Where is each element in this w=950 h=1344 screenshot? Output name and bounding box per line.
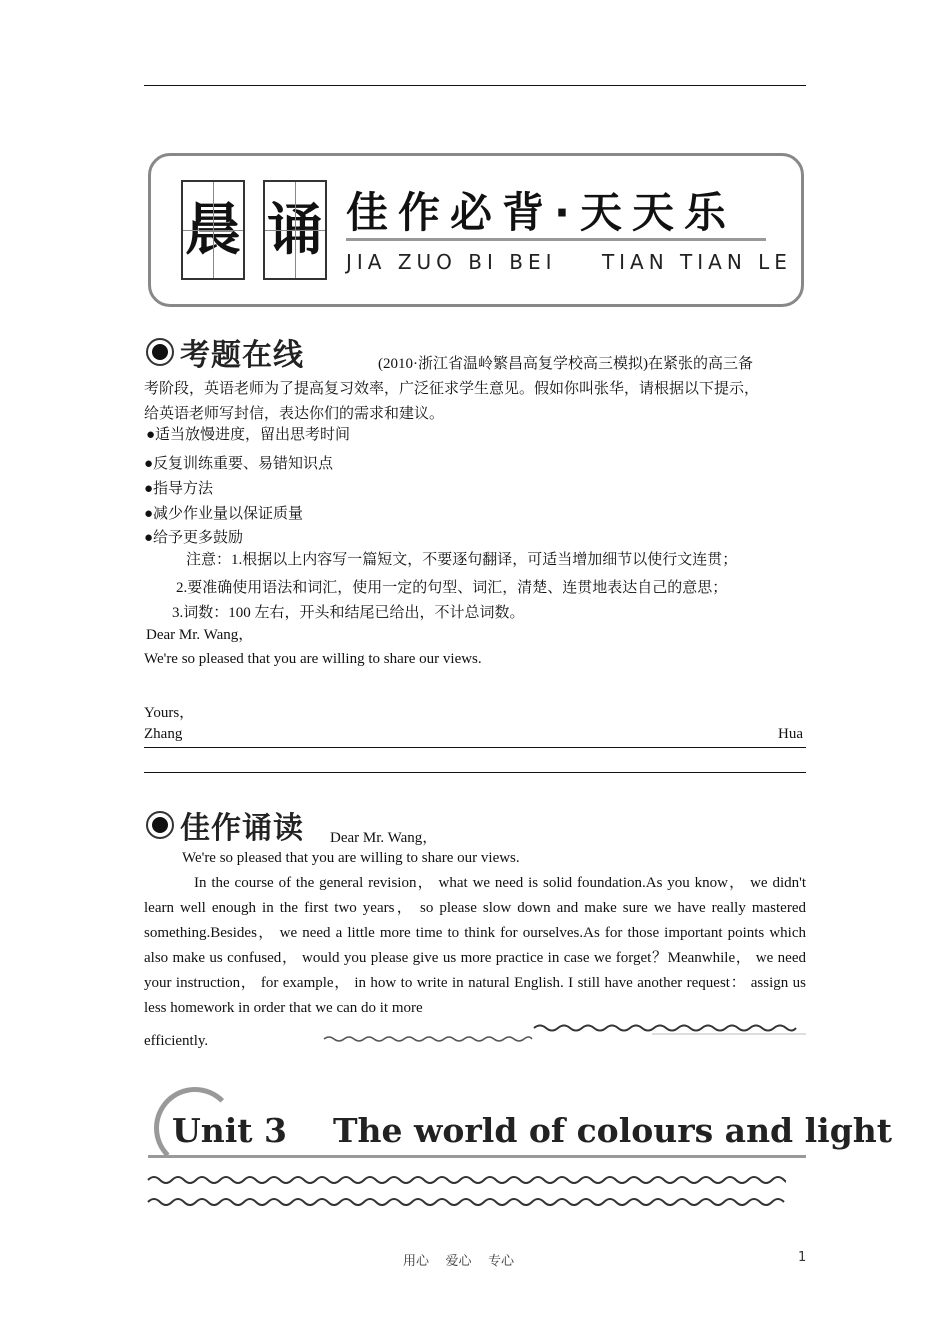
point-item: ●适当放慢进度，留出思考时间 — [146, 427, 351, 443]
section-heading-exam — [146, 330, 304, 374]
banner-title: 佳作必背·天天乐 — [346, 188, 736, 237]
unit-rule — [148, 1155, 806, 1158]
banner-subtitle: JIA ZUO BI BEI TIAN TIAN LE — [346, 250, 792, 274]
morning-reading-banner — [148, 153, 804, 307]
letter-closing: Yours， — [144, 705, 195, 721]
model-essay-last-line: efficiently. — [144, 1033, 209, 1049]
wavy-lines-decoration — [146, 1168, 786, 1210]
section-divider — [144, 772, 806, 773]
note-line: 3.词数：100 左右，开头和结尾已给出，不计总词数。 — [172, 605, 525, 621]
signature-first: Zhang — [144, 726, 183, 742]
unit-title: Unit 3 The world of colours and light — [172, 1111, 893, 1150]
banner-rule — [346, 238, 766, 241]
section-title: 考题在线 — [180, 338, 304, 373]
wavy-underline-decoration — [322, 1022, 808, 1046]
point-item: ●指导方法 — [144, 481, 214, 497]
banner-char-chen: 晨 — [181, 180, 245, 280]
bullet-circle-icon — [146, 338, 174, 366]
letter-salutation: Dear Mr. Wang， — [146, 627, 254, 643]
model-salutation: Dear Mr. Wang， — [330, 830, 438, 846]
signature-last: Hua — [778, 726, 803, 742]
unit-banner — [148, 1085, 893, 1165]
model-opening: We're so pleased that you are willing to share our views. — [182, 850, 520, 866]
bullet-circle-icon — [146, 811, 174, 839]
page-number: 1 — [798, 1250, 807, 1265]
section-heading-reading — [146, 803, 304, 847]
banner-char-song: 诵 — [263, 180, 327, 280]
note-line: 2.要准确使用语法和词汇，使用一定的句型、词汇，清楚、连贯地表达自己的意思； — [176, 580, 728, 596]
letter-opening: We're so pleased that you are willing to share our views. — [144, 651, 482, 667]
prompt-line-2: 考阶段，英语老师为了提高复习效率，广泛征求学生意见。假如你叫张华，请根据以下提示， — [144, 381, 760, 397]
section-title: 佳作诵读 — [180, 811, 304, 846]
point-item: ●反复训练重要、易错知识点 — [144, 456, 334, 472]
note-line: 注意：1.根据以上内容写一篇短文，不要逐句翻译，可适当增加细节以使行文连贯； — [186, 552, 738, 568]
footer-motto: 用心 爱心 专心 — [403, 1254, 515, 1269]
point-item: ●给予更多鼓励 — [144, 530, 244, 546]
model-essay-body: In the course of the general revision， what we need is solid foundation.As you know， we didn't learn well enough in the first two years， so please slow down and make sure we have really mastered something.Besides， we need a little more time to think for ourselves.As for those important points which also make us confused， would you please give us more practice in case we forget？Meanwhile， we need your instruction， for example， in how to write in natural English. I still have another request： assign us less homework in order that we can do it more — [144, 875, 806, 1016]
writing-line — [144, 747, 806, 748]
header-rule — [144, 85, 806, 86]
prompt-line-3: 给英语老师写封信，表达你们的需求和建议。 — [144, 406, 445, 422]
prompt-line-1: (2010·浙江省温岭繁昌高复学校高三模拟)在紧张的高三备 — [378, 356, 753, 372]
point-item: ●减少作业量以保证质量 — [144, 506, 304, 522]
